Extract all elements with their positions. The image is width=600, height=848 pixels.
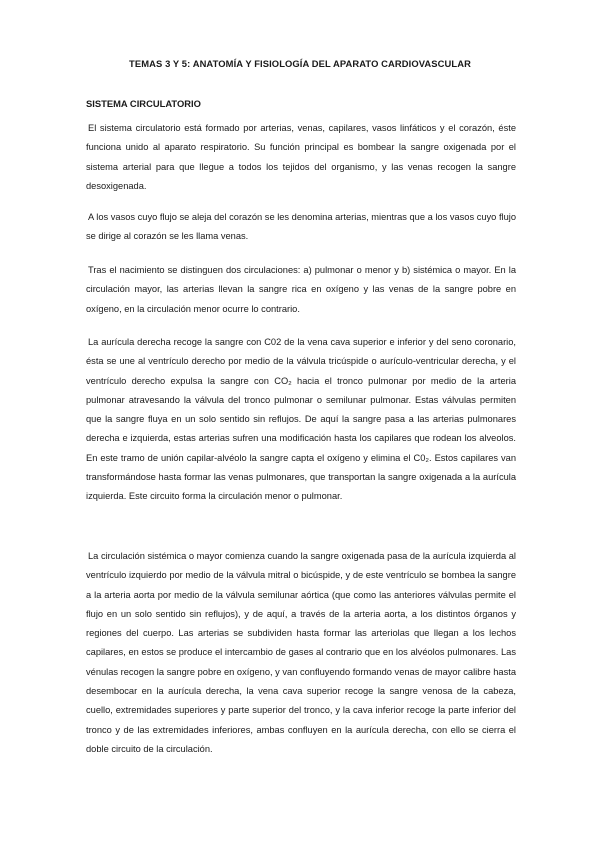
paragraph: Tras el nacimiento se distinguen dos circulaciones: a) pulmonar o menor y b) sistémica o mayor. En la circulación mayor, las arterias llevan la sangre rica en oxígeno y las venas de la sangre pobre en oxígeno, en la circulación menor ocurre lo contrario. <box>86 265 516 314</box>
document-title: TEMAS 3 Y 5: ANATOMÍA Y FISIOLOGÍA DEL APARATO CARDIOVASCULAR <box>129 58 471 69</box>
paragraph: A los vasos cuyo flujo se aleja del corazón se les denomina arterias, mientras que a los vasos cuyo flujo se dirige al corazón se les llama venas. <box>86 212 516 242</box>
paragraph: El sistema circulatorio está formado por arterias, venas, capilares, vasos linfáticos y el corazón, éste funciona unido al aparato respiratorio. Su función principal es bombear la sangre oxigenada por el sistema arterial para que llegue a todos los tejidos del organismo, y las venas recogen la sangre desoxigenada. <box>86 123 516 191</box>
paragraph: La aurícula derecha recoge la sangre con C02 de la vena cava superior e inferior y del seno coronario, ésta se une al ventrículo derecho por medio de la válvula tricúspide o aurículo-ventricular derecha, y el ventrículo derecho expulsa la sangre con CO₂ hacia el tronco pulmonar por medio de la arteria pulmonar atravesando la válvula del tronco pulmonar o semilunar pulmonar. Estas válvulas permiten que la sangre fluya en un solo sentido sin reflujos. De aquí la sangre pasa a las arterias pulmonares derecha e izquierda, estas arterias sufren una modificación hasta los capilares que rodean los alveolos. En este tramo de unión capilar-alvéolo la sangre capta el oxígeno y elimina el C0₂. Estos capilares van transformándose hasta formar las venas pulmonares, que transportan la sangre oxigenada a la aurícula izquierda. Este circuito forma la circulación menor o pulmonar. <box>86 337 516 502</box>
section-heading: SISTEMA CIRCULATORIO <box>86 98 201 109</box>
paragraph: La circulación sistémica o mayor comienza cuando la sangre oxigenada pasa de la aurícula izquierda al ventrículo izquierdo por medio de la válvula mitral o bicúspide, y de este ventrículo se bombea la sangre a la arteria aorta por medio de la válvula semilunar aórtica (que como las anteriores válvulas permite el flujo en un solo sentido sin reflujos), y de aquí, a través de la arteria aorta, a los distintos órganos y regiones del cuerpo. Las arterias se subdividen hasta formar las arteriolas que llegan a los lechos capilares, en estos se produce el intercambio de gases al contrario que en los alvéolos pulmonares. Las vénulas recogen la sangre pobre en oxígeno, y van confluyendo formando venas de mayor calibre hasta desembocar en la aurícula derecha, la vena cava superior recoge la sangre venosa de la cabeza, cuello, extremidades superiores y parte superior del tronco, y la cava inferior recoge la parte inferior del tronco y de las extremidades inferiores, ambas confluyen en la aurícula derecha, con ello se cierra el doble circuito de la circulación. <box>86 551 516 754</box>
